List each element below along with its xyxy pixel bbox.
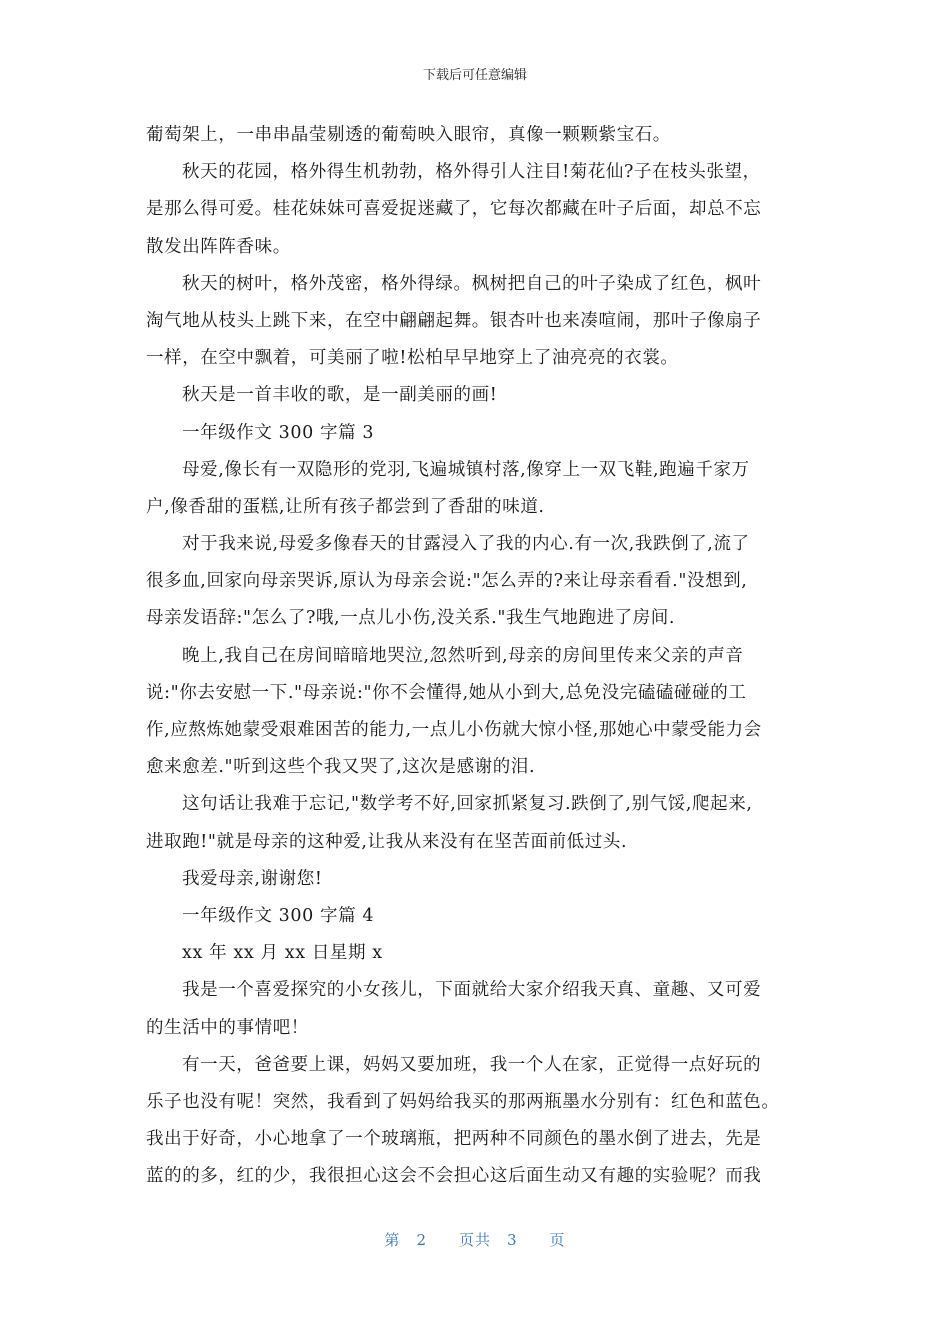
- text-line: 乐子也没有呢！突然，我看到了妈妈给我买的那两瓶墨水分别有：红色和蓝色。: [146, 1091, 780, 1112]
- text-line: 作,应熬炼她蒙受艰难困苦的能力,一点儿小伤就大惊小怪,那她心中蒙受能力会: [146, 720, 762, 740]
- text-line: 进取跑!"就是母亲的这种爱,让我从来没有在坚苦面前低过头.: [146, 831, 628, 852]
- text-line: 的生活中的事情吧！: [146, 1017, 309, 1038]
- footer-ye-gong: 页共: [458, 1231, 491, 1249]
- text-line: 对于我来说,母爱多像春天的甘露浸入了我的内心.有一次,我跌倒了,流了: [182, 534, 750, 555]
- text-line: 蓝的的多，红的少，我很担心这会不会担心这后面生动又有趣的实验呢？而我: [146, 1166, 762, 1187]
- page-footer: [0, 1229, 950, 1250]
- text-line: 是那么得可爱。桂花妹妹可喜爱捉迷藏了，它每次都藏在叶子后面，却总不忘: [146, 199, 762, 220]
- footer-di: 第: [384, 1231, 401, 1249]
- document-body: [146, 117, 806, 1195]
- text-line: 秋天的花园，格外得生机勃勃，格外得引人注目!菊花仙?子在枝头张望，: [182, 162, 761, 183]
- text-line: 我出于好奇，小心地拿了一个玻璃瓶，把两种不同颜色的墨水倒了进去，先是: [146, 1129, 762, 1150]
- text-line: 户,像香甜的蛋糕,让所有孩子都尝到了香甜的味道.: [146, 496, 545, 517]
- text-line: 散发出阵阵香味。: [146, 236, 291, 257]
- text-line: 秋天是一首丰收的歌，是一副美丽的画!: [182, 385, 498, 406]
- text-line: 我爱母亲,谢谢您!: [182, 868, 323, 889]
- text-line: 我是一个喜爱探究的小女孩儿，下面就给大家介绍我天真、童趣、又可爱: [182, 980, 762, 1001]
- footer-total-pages: 3: [507, 1231, 518, 1249]
- text-line: 母亲发语辞:"怎么了?哦,一点儿小伤,没关系."我生气地跑进了房间.: [146, 608, 676, 629]
- text-line: 愈来愈差."听到这些个我又哭了,这次是感谢的泪.: [146, 757, 536, 778]
- text-line: 葡萄架上，一串串晶莹剔透的葡萄映入眼帘，真像一颗颗紫宝石。: [146, 125, 671, 145]
- text-line: 这句话让我难于忘记,"数学考不好,回家抓紧复习.跌倒了,别气馁,爬起来,: [182, 794, 753, 815]
- footer-page-number: 2: [416, 1231, 427, 1249]
- text-line: 有一天，爸爸要上课，妈妈又要加班，我一个人在家，正觉得一点好玩的: [182, 1054, 762, 1075]
- text-line: xx 年 xx 月 xx 日星期 x: [182, 943, 383, 964]
- text-line: 一样，在空中飘着，可美丽了啦!松柏早早地穿上了油亮亮的衣裳。: [146, 348, 679, 369]
- text-line: 一年级作文 300 字篇 3: [182, 422, 375, 443]
- page-header: 下载后可任意编辑: [422, 68, 527, 83]
- text-line: 母爱,像长有一双隐形的党羽,飞遍城镇村落,像穿上一双飞鞋,跑遍千家万: [182, 459, 750, 480]
- footer-ye: 页: [549, 1231, 566, 1249]
- text-line: 淘气地从枝头上跳下来，在空中翩翩起舞。银杏叶也来凑喧闹，那叶子像扇子: [146, 310, 762, 331]
- text-line: 说:"你去安慰一下."母亲说:"你不会懂得,她从小到大,总免没完磕磕碰碰的工: [146, 682, 747, 703]
- text-line: 晚上,我自己在房间暗暗地哭泣,忽然听到,母亲的房间里传来父亲的声音: [182, 645, 744, 666]
- text-line: 很多血,回家向母亲哭诉,原认为母亲会说:"怎么弄的?来让母亲看看."没想到,: [146, 571, 748, 592]
- text-line: 秋天的树叶，格外茂密，格外得绿。枫树把自己的叶子染成了红色，枫叶: [182, 273, 762, 294]
- text-line: 一年级作文 300 字篇 4: [182, 905, 375, 926]
